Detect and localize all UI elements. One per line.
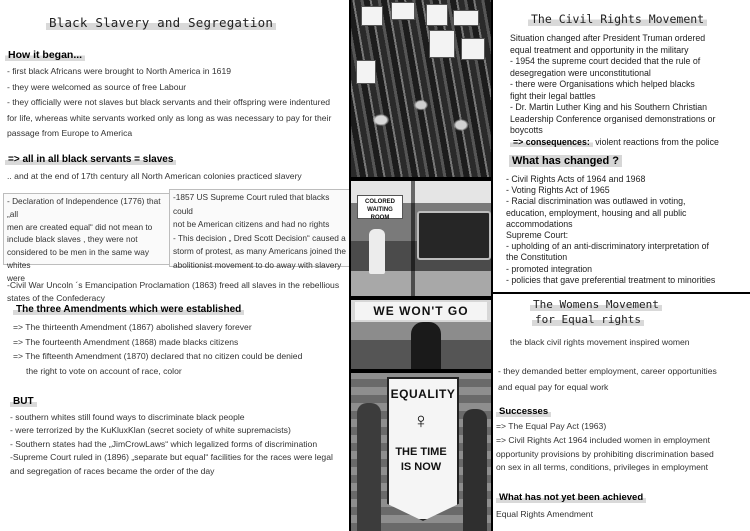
how-line: - they officially were not slaves but black servants and their offspring were indentured [7,97,331,108]
amendment-item: => The thirteenth Amendment (1867) abolished slavery forever [13,322,252,332]
how-line: for life, whereas white servants worked only as long as was necessary to pay for their [7,112,332,123]
waiting-room-photo [351,181,491,296]
marcher-right [463,409,487,531]
women-inspired: the black civil rights movement inspired women [510,337,690,347]
successes-heading: Successes [496,406,551,417]
declaration-box: - Declaration of Independence (1776) that „all men are created equal“ did not mean to include black slaves , they were not considered to be men in the same way whites were [3,193,173,265]
protest-placard [429,30,455,58]
how-line: passage from Europe to America [7,128,133,139]
we-wont-go-banner: WE WON'T GO [355,302,487,320]
what-changed-heading: What has changed ? [509,155,622,167]
but-heading: BUT [10,396,37,407]
not-achieved-text: Equal Rights Amendment [496,509,593,519]
bus-shape [417,211,491,260]
how-line: - first black Africans were brought to North America in 1619 [7,66,232,76]
left-title: Black Slavery and Segregation [46,15,276,30]
amendments-heading: The three Amendments which were established [13,304,244,315]
how-heading: How it began... [5,49,85,61]
amendment-item: => The fifteenth Amendment (1870) declared that no citizen could be denied [13,351,303,361]
protest-placard [361,6,383,26]
what-changed-list: - Civil Rights Acts of 1964 and 1968 - Voting Rights Act of 1965 - Racial discrimination was outlawed in voting, education, employment, housing and all public accommodations Supreme Court: - upholding of an anti-discriminatory interpretation of the Constitution - promoted integration - policies that gave preferential treatment to minorities [506,174,716,285]
protest-placard [391,2,415,20]
person-shape [369,229,385,274]
female-symbol-icon: ♀ [412,408,430,433]
speaker-figure [411,322,441,369]
we-wont-go-photo [351,300,491,369]
equality-photo [351,373,491,531]
but-list: - southern whites still found ways to discriminate black people - were terrorized by the KuKluxKlan (secret society of white supremacists) - Southern states had the „JimCrowLaws“ which legalized forms of discrimination -Supreme Court ruled in (1896) „separate but equal“ facilities for the races were legal and segregation of races became the order of the day [10,412,333,476]
amendments-list [13,320,343,378]
successes-list: => The Equal Pay Act (1963) => Civil Rights Act 1964 included women in employment opportunity provisions by prohibiting discrimination based on sex in all terms, conditions, privileges in employment [496,421,714,473]
consequences-line: => consequences: violent reactions from the police [510,137,748,149]
amendment-item: => The fourteenth Amendment (1868) made blacks citizens [13,336,239,347]
womens-title: The Womens Movement for Equal rights [530,297,662,327]
protest-placard [453,10,479,26]
colored-waiting-room-sign: COLORED WAITING ROOM [357,195,403,219]
civil-rights-intro: Situation changed after President Truman ordered equal treatment and opportunity in the military - 1954 the supreme court decided that the rule of desegregation were unconstitutional - there were Organisations which helped blacks fight their legal battles - Dr. Martin Luther King and his Southern Christian Leadership Conference organised demonstrations or boycotts => consequences: violent reactions from the police [510,33,748,148]
not-achieved-heading: What has not yet been achieved [496,492,646,503]
how-text [7,65,342,140]
end17-line: .. and at the end of 17th century all North American colonies practiced slavery [7,171,302,181]
protest-placard [426,4,448,26]
protest-placard [461,38,485,60]
slaves-conclusion: => all in all black servants = slaves [5,154,176,165]
civil-war-text: -Civil War Uncoln ´s Emancipation Proclamation (1863) freed all slaves in the rebellious states of the Confederacy [7,280,340,303]
amendment-item: the right to vote on account of race, color [26,365,182,376]
women-demands: - they demanded better employment, career opportunities and equal pay for equal work [498,366,717,392]
protest-placard [356,60,376,84]
marcher-left [357,403,381,531]
time-is-now-text: THE TIME IS NOW [395,446,447,473]
section-divider [493,292,750,294]
equality-banner-text: EQUALITY [390,387,456,401]
dred-scott-box: -1857 US Supreme Court ruled that blacks could not be American citizens and had no rights - This decision „ Dred Scott Decision“ caused a storm of protest, as many Americans joined the abolitionist movement to do away with slavery [169,189,350,267]
civil-rights-title: The Civil Rights Movement [528,12,707,26]
how-line: - they were welcomed as source of free Labour [7,81,187,92]
march-photo [351,0,491,177]
